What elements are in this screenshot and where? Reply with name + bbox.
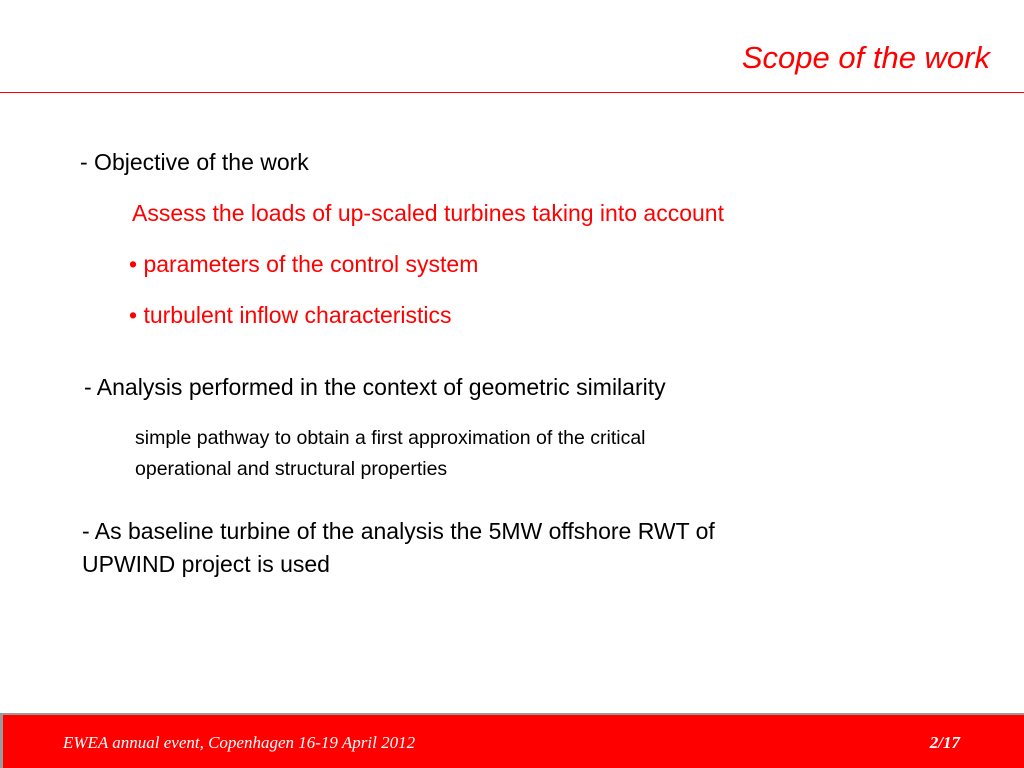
baseline-line-1: - As baseline turbine of the analysis the 5MW offshore RWT of [82, 518, 715, 544]
objective-bullet-control-system: • parameters of the control system [129, 251, 479, 277]
objective-heading: - Objective of the work [80, 149, 309, 175]
analysis-detail-line-1: simple pathway to obtain a first approximation of the critical [135, 427, 646, 449]
analysis-heading: - Analysis performed in the context of geometric similarity [84, 374, 666, 400]
footer-event: EWEA annual event, Copenhagen 16-19 April 2012 [63, 733, 416, 752]
slide-title: Scope of the work [741, 40, 990, 75]
analysis-detail [135, 423, 855, 485]
title-divider [0, 92, 1024, 93]
baseline-line-2: UPWIND project is used [82, 551, 330, 577]
assess-line: Assess the loads of up-scaled turbines taking into account [132, 200, 724, 226]
footer-bar [0, 713, 1024, 768]
page-number: 2/17 [929, 733, 960, 752]
analysis-detail-line-2: operational and structural properties [135, 458, 448, 480]
objective-bullet-turbulent-inflow: • turbulent inflow characteristics [129, 302, 452, 328]
baseline-text [82, 515, 902, 581]
